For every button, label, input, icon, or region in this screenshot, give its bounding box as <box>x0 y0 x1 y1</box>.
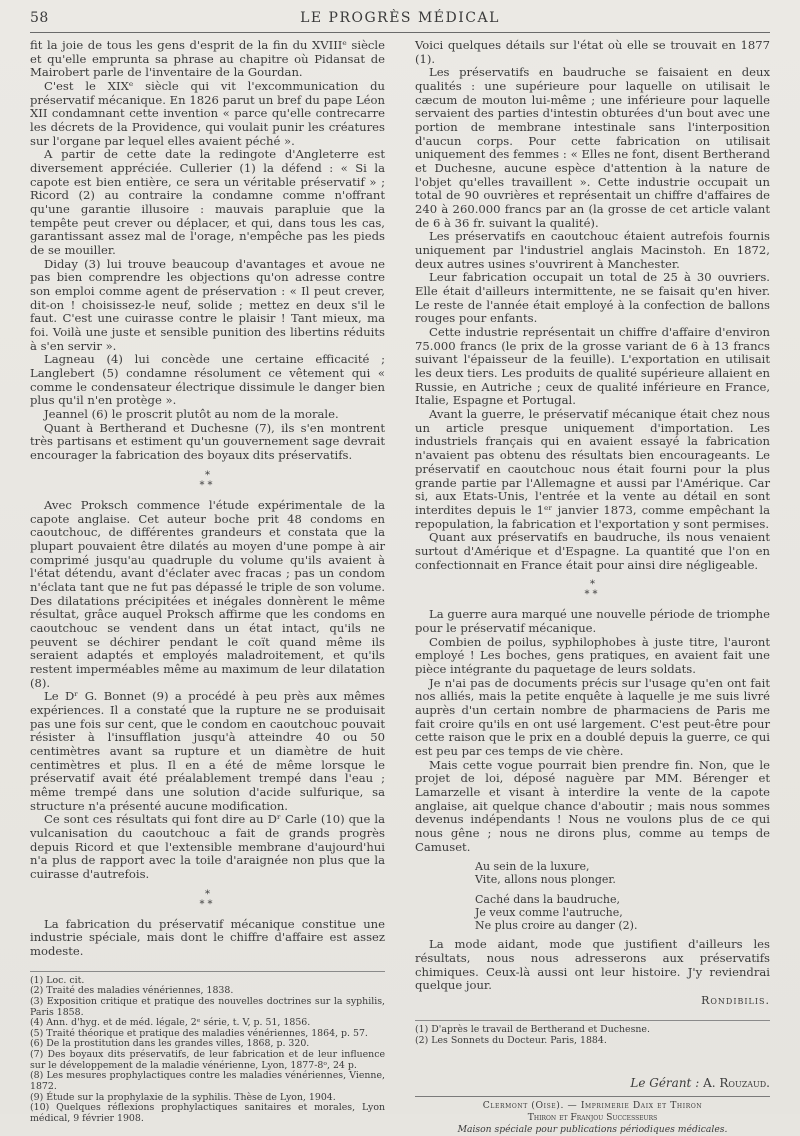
paragraph: Mais cette vogue pourrait bien prendre fin. Non, que le projet de loi, déposé naguère par MM. Bérenger et Lamarzelle et visant à interdire la vente de la capote anglaise, ait quelque chance d'aboutir ; mais nous sommes devenus indépendants ! Nous ne voulons plus de ce qui nous gêne ; nous ne dirons plus, comme au temps de Camuset. <box>415 757 770 854</box>
paragraph: Quant aux préservatifs en baudruche, ils nous venaient surtout d'Amérique et d'Espagne. La quantité que l'on en confectionnait en France était pour ainsi dire négligeable. <box>415 530 770 572</box>
paragraph: La guerre aura marqué une nouvelle période de triomphe pour le préservatif mécanique. <box>415 607 770 635</box>
footnote: (3) Exposition critique et pratique des nouvelles doctrines sur la syphilis, Paris 1858. <box>30 995 385 1018</box>
paragraph: Ce sont ces résultats qui font dire au Dʳ Carle (10) que la vulcanisation du caoutchouc a fait de grands progrès depuis Ricord et que l'extensible membrane d'aujourd'hui n'a plus de rapport avec la toile d'araignée non plus que la cuirasse d'autrefois. <box>30 812 385 881</box>
journal-title: LE PROGRÈS MÉDICAL <box>300 10 500 26</box>
footnote: (8) Les mesures prophylactiques contre les maladies vénériennes, Vienne, 1872. <box>30 1070 385 1092</box>
verse-line: Au sein de la luxure, <box>475 860 590 874</box>
paragraph: Lagneau (4) lui concède une certaine efficacité ; Langlebert (5) condamne résolument ce vêtement qui « comme le condensateur électrique dissimule le danger bien plus qu'il n'en protège ». <box>30 352 385 408</box>
verse-line: Caché dans la baudruche, <box>475 892 620 906</box>
paragraph: La fabrication du préservatif mécanique constitue une industrie spéciale, mais dont le chiffre d'affaire est assez modeste. <box>30 916 385 958</box>
printer-imprint <box>415 1096 770 1135</box>
paragraph: Combien de poilus, syphilophobes à juste titre, l'auront employé ! Les boches, gens pratiques, en avaient fait une pièce intégrante du paquetage de leurs soldats. <box>415 634 770 676</box>
footnote: (7) Des boyaux dits préservatifs, de leur fabrication et de leur influence sur le développement de la maladie vénérienne, Lyon, 1877-8ᵒ, 24 p. <box>30 1049 385 1071</box>
page-header <box>30 8 770 33</box>
paragraph: fit la joie de tous les gens d'esprit de la fin du XVIIIᵉ siècle et qu'elle emprunta sa phrase au chapitre où Pidansat de Mairobert parle de l'inventaire de la Gourdan. <box>30 38 385 80</box>
paragraph: Avec Proksch commence l'étude expérimentale de la capote anglaise. Cet auteur boche prit 48 condoms en caoutchouc, de différentes grandeurs et constata que la plupart pouvaient être dilatés au moyen d'une pompe à air comprimé jusqu'au quadruple du volume qu'ils avaient à l'état détendu, avant d'éclater avec fracas ; pas un condom n'éclata tant que ne fut pas dépassé le triple de son volume. Des dilatations précipitées et inégales donnèrent le même résultat, grâce auquel Proksch affirme que les condoms en caoutchouc se vendent dans un état intact, qu'ils ne peuvent se déchirer pendant le coït quand même ils seraient adaptés et employés maladroitement, et qu'ils restent imperméables même au maximum de leur dilatation (8). <box>30 497 385 690</box>
imprint-line: Thiron et Franjou Successeurs <box>527 1112 658 1124</box>
author-signature: Rondibilis. <box>701 993 770 1007</box>
paragraph: Avant la guerre, le préservatif mécanique était chez nous un article presque uniquement d'importation. Les industriels français qui en avaient essayé la fabrication n'avaient pas obtenu des résultats bien encourageants. Le préservatif en caoutchouc nous était fourni pour la plus grande partie par l'Allemagne et aussi par l'Amérique. Car si, aux Etats-Unis, l'entrée et la vente au détail en sont interdites depuis le 1ᵉʳ janvier 1873, comme empêchant la repopulation, la fabrication et l'exportation y sont permises. <box>415 407 770 531</box>
footnote: (1) D'après le travail de Bertherand et Duchesne. <box>415 1023 650 1035</box>
paragraph: Jeannel (6) le proscrit plutôt au nom de la morale. <box>44 407 339 422</box>
verse-quote <box>475 860 770 932</box>
gerant-line <box>415 1076 770 1090</box>
paragraph: Je n'ai pas de documents précis sur l'usage qu'en ont fait nos alliés, mais la petite enquête à laquelle je me suis livré auprès d'un certain nombre de pharmaciens de Paris me fait croire qu'ils en ont usé largement. C'est peut-être pour cette raison que le prix en a doublé depuis la guerre, ce qui est peu par ces temps de vie chère. <box>415 675 770 758</box>
paragraph: A partir de cette date la redingote d'Angleterre est diversement appréciée. Cullerier (1) la défend : « Si la capote est bien entière, ce sera un véritable préservatif » ; Ricord (2) au contraire la condamne comme n'offrant qu'une garantie illusoire : mauvais parapluie que la tempête peut crever ou déplacer, et qui, dans tous les cas, garantissant assez mal de l'orage, n'empêche pas les pieds de se mouiller. <box>30 147 385 258</box>
section-separator: * ** <box>199 469 216 491</box>
paragraph: Quant à Bertherand et Duchesne (7), ils s'en montrent très partisans et estiment qu'un gouvernement sage devrait encourager la fabrication des boyaux dits préservatifs. <box>30 420 385 463</box>
right-column <box>415 38 771 1135</box>
footnote: (10) Quelques réflexions prophylactiques sanitaires et morales, Lyon médical, 9 février 1908. <box>30 1102 385 1124</box>
footnote: (2) Traité des maladies vénériennes, 1838. <box>30 985 234 997</box>
footnote: (5) Traité théorique et pratique des maladies vénériennes, 1864, p. 57. <box>30 1027 368 1039</box>
imprint-line: Maison spéciale pour publications périodiques médicales. <box>457 1123 728 1135</box>
imprint-line: Clermont (Oise). — Imprimerie Daix et Thiron <box>482 1100 703 1112</box>
gerant-label: Le Gérant : <box>630 1076 700 1091</box>
section-separator: * ** <box>199 888 216 910</box>
left-column <box>30 38 385 1124</box>
section-separator: * ** <box>584 579 601 601</box>
footnote: (9) Étude sur la prophylaxie de la syphilis. Thèse de Lyon, 1904. <box>30 1091 336 1103</box>
verse-line: Ne plus croire au danger (2). <box>475 919 638 933</box>
footnote: (1) Loc. cit. <box>30 974 85 986</box>
verse-line: Je veux comme l'autruche, <box>475 905 623 919</box>
footnote: (6) De la prostitution dans les grandes villes, 1868, p. 320. <box>30 1038 310 1050</box>
footnote: (4) Ann. d'hyg. et de méd. légale, 2ᵉ série, t. V, p. 51, 1856. <box>30 1017 311 1029</box>
paragraph: Le Dʳ G. Bonnet (9) a procédé à peu près aux mêmes expériences. Il a constaté que la rupture ne se produisait pas une fois sur cent, que le condom en caoutchouc pouvait résister à l'insufflation jusqu'à atteindre 40 ou 50 centimètres avant sa rupture et un diamètre de huit centimètres et plus. Il en a été de même lorsque le préservatif avait été préalablement trempé dans l'eau ; même trempé dans une solution d'acide sulfurique, sa structure n'a présenté aucune modification. <box>30 689 385 813</box>
closing-paragraph: La mode aidant, mode que justifient d'ailleurs les résultats, nous nous adresserons aux préservatifs chimiques. Ceux-là aussi ont leur histoire. J'y reviendrai quelque jour. <box>415 937 770 993</box>
paragraph: Diday (3) lui trouve beaucoup d'avantages et avoue ne pas bien comprendre les objections qu'on adresse contre son emploi comme agent de préservation : « Il peut crever, dit-on ! choisissez-le neuf, solide ; mettez en deux s'il le faut. C'est une cuirasse contre le plaisir ! Tant mieux, ma foi. Voilà une juste et sensible punition des libertins réduits à s'en servir ». <box>30 256 385 353</box>
paragraph: Leur fabrication occupait un total de 25 à 30 ouvriers. Elle était d'ailleurs intermittente, ne se faisait qu'en hiver. Le reste de l'année était employé à la confection de ballons rouges pour enfants. <box>415 270 770 326</box>
paragraph: Voici quelques détails sur l'état où elle se trouvait en 1877 (1). <box>415 38 770 66</box>
paragraph: Les préservatifs en baudruche se faisaient en deux qualités : une supérieure pour laquelle on utilisait le cæcum de mouton lui-même ; une inférieure pour laquelle servaient des parties d'intestin obturées d'un bout avec une portion de membrane intestinale sans l'interposition d'aucun corps. Pour cette fabrication on utilisait uniquement des femmes : « Elles ne font, disent Bertherand et Duchesne, aucune espèce d'attention à la nature de l'objet qu'elles travaillent ». Cette industrie occupait un total de 90 ouvrières et représentait un chiffre d'affaires de 240 à 260.000 francs par an (la grosse de cet article valant de 6 à 36 fr. suivant la qualité). <box>415 65 770 230</box>
gerant-name: A. Rouzaud. <box>703 1076 770 1091</box>
footnotes <box>30 971 385 1125</box>
verse-line: Vite, allons nous plonger. <box>475 873 616 887</box>
paragraph: Les préservatifs en caoutchouc étaient autrefois fournis uniquement par l'industriel anglais Macinstoh. En 1872, deux autres usines s'ouvrirent à Manchester. <box>415 229 770 271</box>
paragraph: Cette industrie représentait un chiffre d'affaire d'environ 75.000 francs (le prix de la grosse variant de 6 à 13 francs suivant l'épaisseur de la feuille). L'exportation en utilisait les deux tiers. Les produits de qualité supérieure allaient en Russie, en Autriche ; ceux de qualité inférieure en France, Italie, Espagne et Portugal. <box>415 325 771 408</box>
footnote: (2) Les Sonnets du Docteur. Paris, 1884. <box>415 1034 607 1046</box>
paragraph: C'est le XIXᵉ siècle qui vit l'excommunication du préservatif mécanique. En 1826 parut un bref du pape Léon XII condamnant cette invention « parce qu'elle contrecarre les décrets de la Providence, qui voulait punir les créatures sur l'organe par lequel elles avaient péché ». <box>30 79 385 148</box>
footnotes <box>415 1020 770 1046</box>
page-number: 58 <box>30 10 49 26</box>
